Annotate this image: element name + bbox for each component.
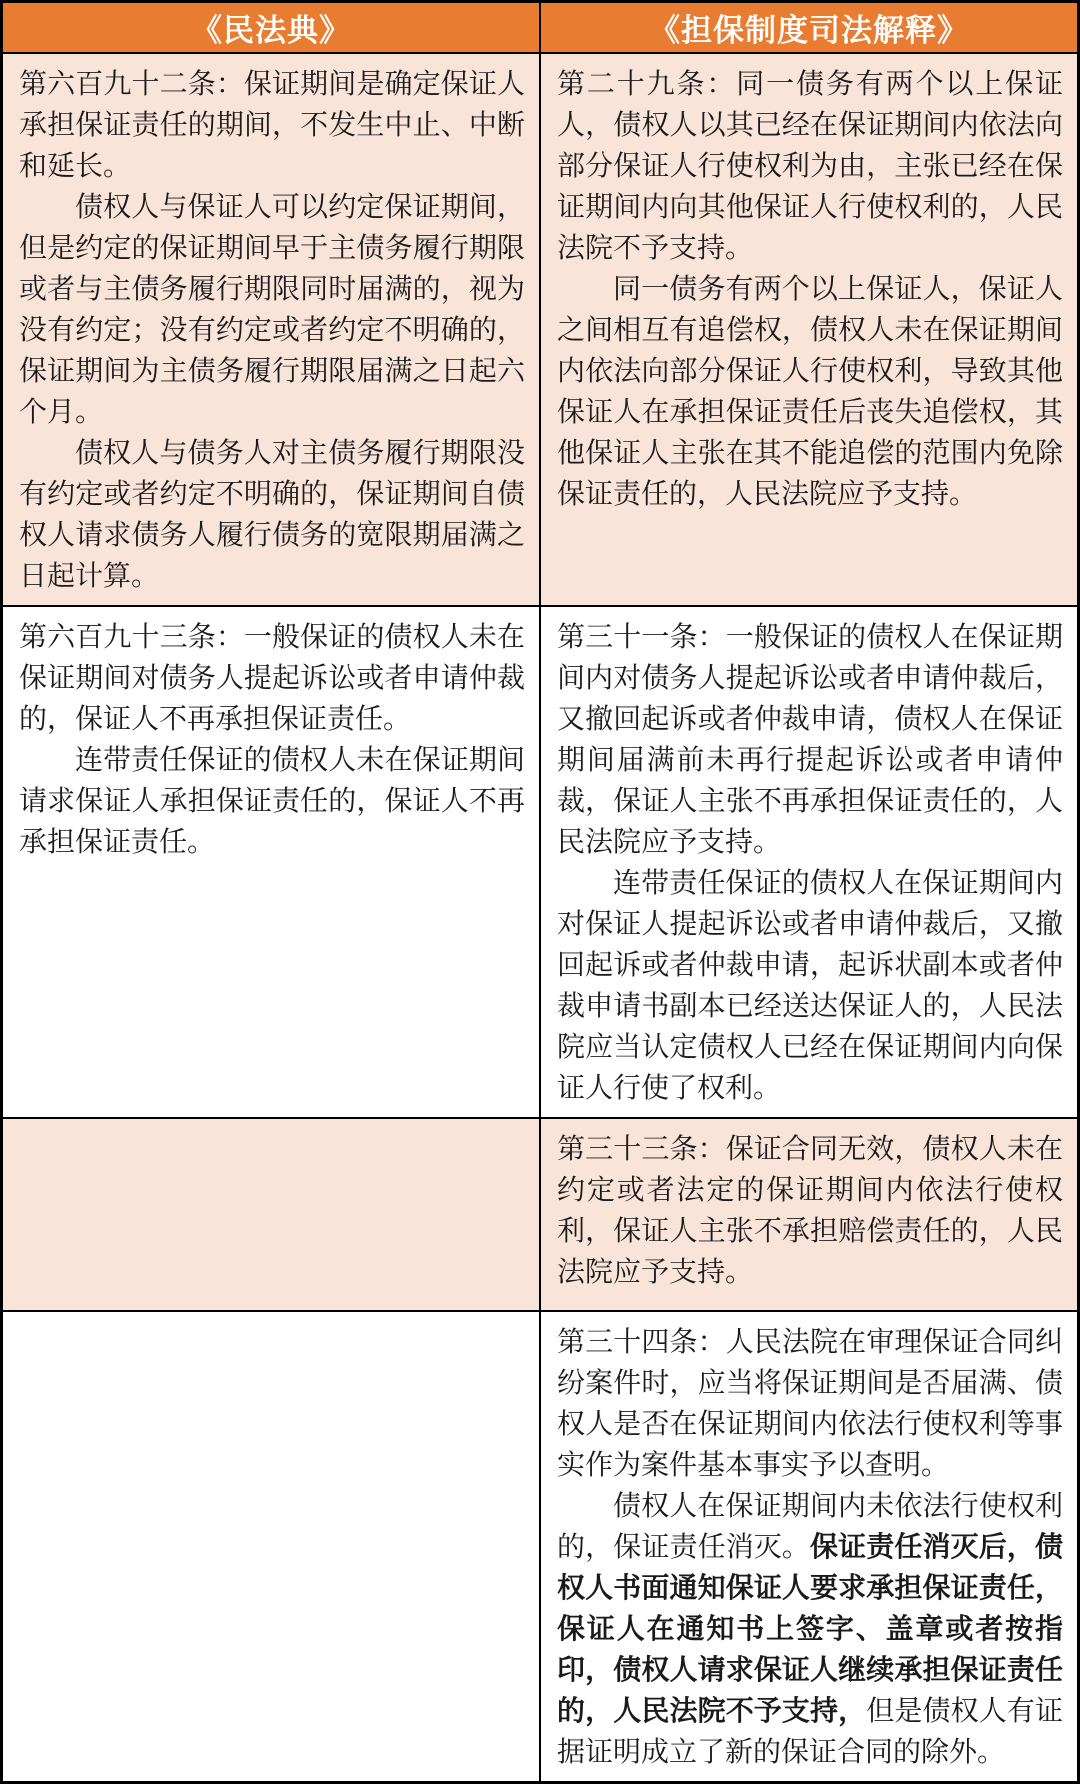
table-row <box>2 606 1079 1118</box>
interpretation-cell <box>540 606 1079 1118</box>
text-segment: 债权人在保证期间内未依法行使权利的，保证责任消灭。 <box>557 1491 1063 1563</box>
table-row <box>2 1118 1079 1311</box>
table-header <box>2 2 1079 54</box>
text-segment: 债权人与保证人可以约定保证期间，但是约定的保证期间早于主债务履行期限或者与主债务履行期限同时届满的，视为没有约定；没有约定或者约定不明确的，保证期间为主债务履行期限届满之日起六个月。 <box>19 192 525 428</box>
bold-text-segment: 保证责任消灭后，债权人书面通知保证人要求承担保证责任，保证人在通知书上签字、盖章或者按指印，债权人请求保证人继续承担保证责任的，人民法院不予支持， <box>557 1532 1063 1727</box>
civil-code-cell <box>2 1118 541 1311</box>
text-segment: 连带责任保证的债权人未在保证期间请求保证人承担保证责任的，保证人不再承担保证责任。 <box>19 745 525 858</box>
table-row <box>2 1311 1079 1783</box>
interpretation-cell <box>540 1118 1079 1311</box>
law-paragraph <box>557 863 1063 1109</box>
table-row <box>2 53 1079 606</box>
text-segment: 第六百九十三条：一般保证的债权人未在保证期间对债务人提起诉讼或者申请仲裁的，保证人不再承担保证责任。 <box>19 622 525 735</box>
text-segment: 第三十四条：人民法院在审理保证合同纠纷案件时，应当将保证期间是否届满、债权人是否在保证期间内依法行使权利等事实作为案件基本事实予以查明。 <box>557 1327 1063 1481</box>
header-row <box>2 2 1079 54</box>
header-guarantee-interpretation: 《担保制度司法解释》 <box>540 2 1079 54</box>
civil-code-cell <box>2 53 541 606</box>
table-body <box>2 53 1079 1783</box>
law-paragraph <box>19 64 525 187</box>
law-paragraph <box>19 433 525 597</box>
text-segment: 连带责任保证的债权人在保证期间内对保证人提起诉讼或者申请仲裁后，又撤回起诉或者仲裁申请，起诉状副本或者仲裁申请书副本已经送达保证人的，人民法院应当认定债权人已经在保证期间内向保证人行使了权利。 <box>557 868 1063 1104</box>
law-paragraph <box>557 64 1063 269</box>
text-segment: 第三十三条：保证合同无效，债权人未在约定或者法定的保证期间内依法行使权利，保证人主张不承担赔偿责任的，人民法院应予支持。 <box>557 1134 1063 1288</box>
text-segment: 第三十一条：一般保证的债权人在保证期间内对债务人提起诉讼或者申请仲裁后，又撤回起诉或者仲裁申请，债权人在保证期间届满前未再行提起诉讼或者申请仲裁，保证人主张不再承担保证责任的，人民法院应予支持。 <box>557 622 1063 858</box>
law-paragraph <box>557 1322 1063 1486</box>
law-paragraph <box>19 187 525 433</box>
law-paragraph <box>19 617 525 740</box>
law-paragraph <box>19 740 525 863</box>
interpretation-cell <box>540 53 1079 606</box>
law-paragraph <box>557 269 1063 515</box>
law-paragraph <box>557 617 1063 863</box>
law-paragraph <box>557 1486 1063 1773</box>
text-segment: 第六百九十二条：保证期间是确定保证人承担保证责任的期间，不发生中止、中断和延长。 <box>19 69 525 182</box>
text-segment: 债权人与债务人对主债务履行期限没有约定或者约定不明确的，保证期间自债权人请求债务人履行债务的宽限期届满之日起计算。 <box>19 438 525 592</box>
text-segment: 同一债务有两个以上保证人，保证人之间相互有追偿权，债权人未在保证期间内依法向部分保证人行使权利，导致其他保证人在承担保证责任后丧失追偿权，其他保证人主张在其不能追偿的范围内免除保证责任的，人民法院应予支持。 <box>557 274 1063 510</box>
law-paragraph <box>557 1129 1063 1293</box>
text-segment: 第二十九条：同一债务有两个以上保证人，债权人以其已经在保证期间内依法向部分保证人行使权利为由，主张已经在保证期间内向其他保证人行使权利的，人民法院不予支持。 <box>557 69 1063 264</box>
text-segment: 但是债权人有证据证明成立了新的保证合同的除外。 <box>557 1696 1063 1768</box>
civil-code-cell <box>2 1311 541 1783</box>
header-civil-code: 《民法典》 <box>2 2 541 54</box>
civil-code-cell <box>2 606 541 1118</box>
interpretation-cell <box>540 1311 1079 1783</box>
